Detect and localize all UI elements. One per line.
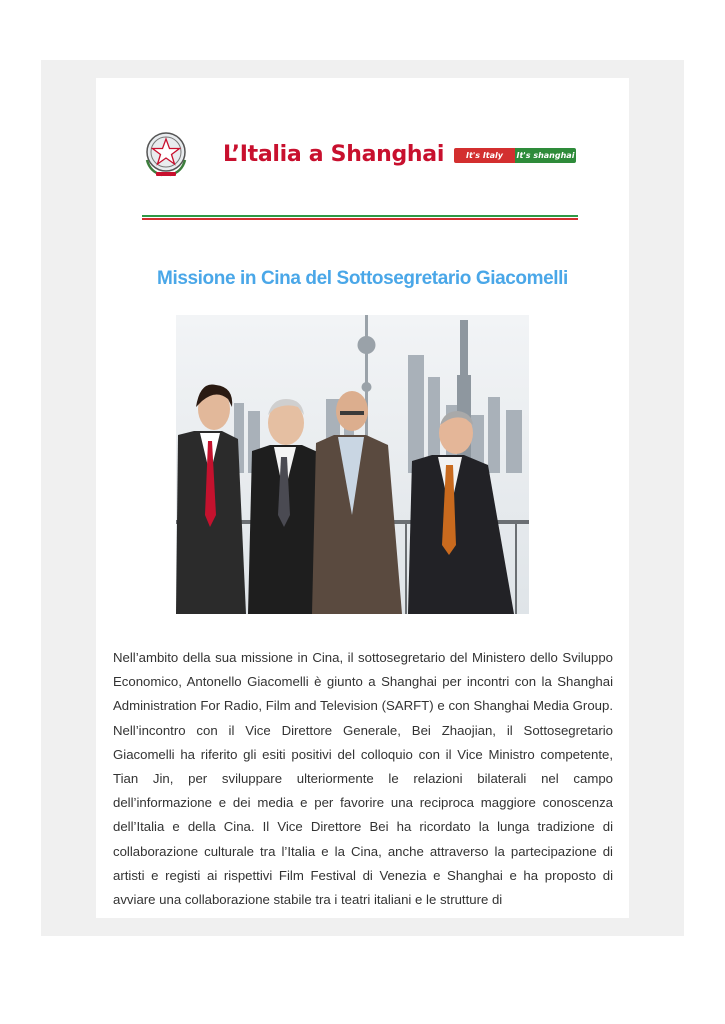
document-page <box>96 78 629 918</box>
italian-republic-emblem-icon <box>144 130 188 180</box>
brand-logo-right: It's shanghai <box>515 148 576 163</box>
brand-logo-left: It's Italy <box>454 148 515 163</box>
article-body: Nell’ambito della sua missione in Cina, il sottosegretario del Ministero dello Sviluppo Economico, Antonello Giacomelli è giunto a Shanghai per incontri con la Shanghai Administration For Radio, Film and Television (SARFT) e con Shanghai Media Group. Nell’incontro con il Vice Direttore Generale, Bei Zhaojian, il Sottosegretario Giacomelli ha riferito gli esiti positivi del colloquio con il Vice Ministro competente, Tian Jin, per sviluppare ulteriormente le relazioni bilaterali nel campo dell’informazione e dei media e per favorire una reciproca maggiore conoscenza dell’Italia e della Cina. Il Vice Direttore Bei ha ricordato la lunga tradizione di collaborazione culturale tra l’Italia e la Cina, anche attraverso la partecipazione di artisti e registi ai rispettivi Film Festival di Venezia e Shanghai e ha proposto di avviare una collaborazione stabile tra i teatri italiani e le strutture di <box>113 650 613 908</box>
group-photo <box>176 315 529 614</box>
masthead-title: L’Italia a Shanghai <box>223 142 445 167</box>
its-italy-its-shanghai-logo <box>454 148 576 163</box>
article-headline: Missione in Cina del Sottosegretario Giacomelli <box>157 268 568 289</box>
tricolor-divider <box>142 215 578 220</box>
